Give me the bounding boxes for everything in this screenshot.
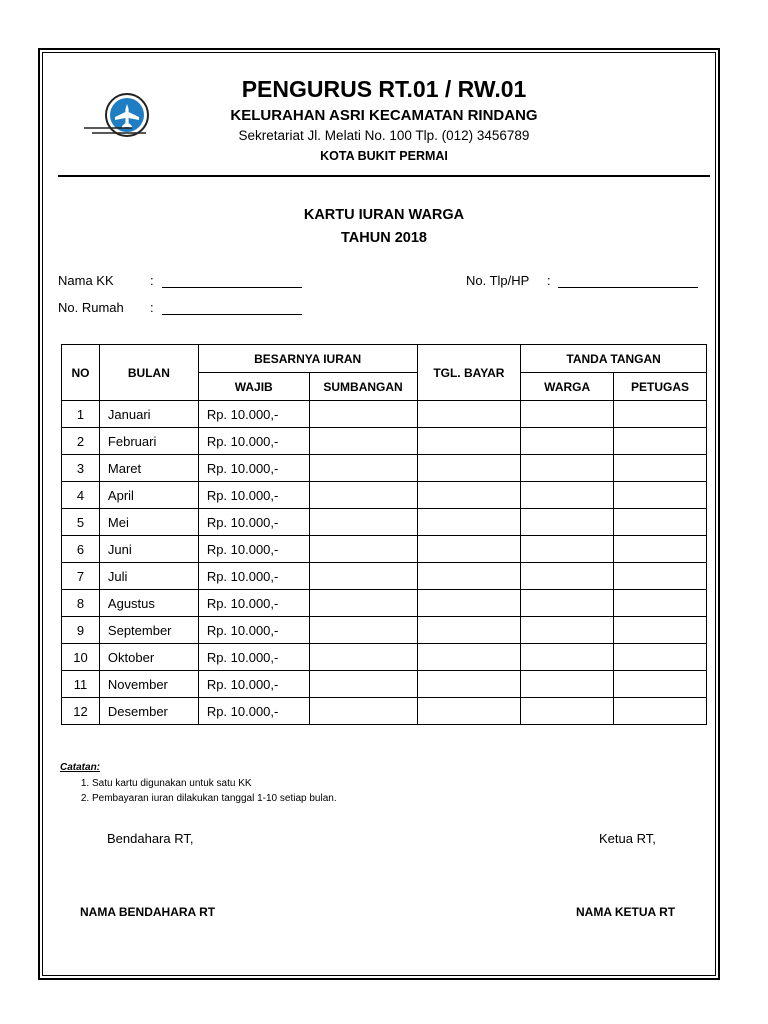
- cell-wajib: Rp. 10.000,-: [198, 536, 309, 563]
- cell-ttd-warga[interactable]: [521, 455, 614, 482]
- no-rumah-field-line[interactable]: [162, 314, 302, 315]
- cell-bulan: Januari: [99, 401, 198, 428]
- cell-ttd-petugas[interactable]: [614, 455, 707, 482]
- cell-no: 7: [62, 563, 100, 590]
- cell-tgl-bayar[interactable]: [417, 644, 521, 671]
- cell-ttd-petugas[interactable]: [614, 590, 707, 617]
- cell-sumbangan[interactable]: [309, 455, 417, 482]
- ketua-name: NAMA KETUA RT: [576, 905, 676, 919]
- nama-kk-colon: :: [150, 273, 154, 288]
- cell-ttd-warga[interactable]: [521, 401, 614, 428]
- nama-kk-label: Nama KK: [58, 273, 114, 288]
- cell-tgl-bayar[interactable]: [417, 401, 521, 428]
- table-row: [62, 590, 707, 617]
- header-wajib: WAJIB: [198, 373, 309, 401]
- cell-bulan: Maret: [99, 455, 198, 482]
- cell-tgl-bayar[interactable]: [417, 563, 521, 590]
- cell-no: 6: [62, 536, 100, 563]
- cell-wajib: Rp. 10.000,-: [198, 563, 309, 590]
- cell-bulan: Oktober: [99, 644, 198, 671]
- cell-no: 1: [62, 401, 100, 428]
- cell-ttd-petugas[interactable]: [614, 671, 707, 698]
- table-row: [62, 428, 707, 455]
- table-row: [62, 563, 707, 590]
- header-bulan: BULAN: [99, 345, 198, 401]
- header-warga: WARGA: [521, 373, 614, 401]
- cell-ttd-petugas[interactable]: [614, 509, 707, 536]
- cell-tgl-bayar[interactable]: [417, 536, 521, 563]
- cell-tgl-bayar[interactable]: [417, 671, 521, 698]
- note-item: 2. Pembayaran iuran dilakukan tanggal 1-10 setiap bulan.: [92, 791, 337, 806]
- cell-ttd-warga[interactable]: [521, 590, 614, 617]
- cell-bulan: April: [99, 482, 198, 509]
- table-row: [62, 401, 707, 428]
- nama-kk-field-line[interactable]: [162, 287, 302, 288]
- cell-ttd-petugas[interactable]: [614, 428, 707, 455]
- header-no: NO: [62, 345, 100, 401]
- cell-ttd-warga[interactable]: [521, 698, 614, 725]
- cell-ttd-warga[interactable]: [521, 617, 614, 644]
- table-row: [62, 671, 707, 698]
- cell-tgl-bayar[interactable]: [417, 590, 521, 617]
- table-row: [62, 698, 707, 725]
- cell-tgl-bayar[interactable]: [417, 698, 521, 725]
- cell-ttd-warga[interactable]: [521, 509, 614, 536]
- cell-sumbangan[interactable]: [309, 563, 417, 590]
- table-row: [62, 509, 707, 536]
- header-tgl-bayar: TGL. BAYAR: [417, 345, 521, 401]
- cell-no: 5: [62, 509, 100, 536]
- cell-ttd-petugas[interactable]: [614, 563, 707, 590]
- cell-bulan: Februari: [99, 428, 198, 455]
- cell-ttd-petugas[interactable]: [614, 617, 707, 644]
- cell-no: 11: [62, 671, 100, 698]
- cell-wajib: Rp. 10.000,-: [198, 455, 309, 482]
- cell-wajib: Rp. 10.000,-: [198, 617, 309, 644]
- cell-ttd-warga[interactable]: [521, 536, 614, 563]
- cell-sumbangan[interactable]: [309, 644, 417, 671]
- ketua-label: Ketua RT,: [599, 831, 656, 846]
- cell-bulan: Agustus: [99, 590, 198, 617]
- cell-tgl-bayar[interactable]: [417, 509, 521, 536]
- cell-sumbangan[interactable]: [309, 671, 417, 698]
- cell-bulan: Mei: [99, 509, 198, 536]
- address-line: Sekretariat Jl. Melati No. 100 Tlp. (012) 3456789: [238, 128, 530, 143]
- cell-tgl-bayar[interactable]: [417, 482, 521, 509]
- note-item: 1. Satu kartu digunakan untuk satu KK: [92, 776, 337, 791]
- cell-wajib: Rp. 10.000,-: [198, 401, 309, 428]
- cell-wajib: Rp. 10.000,-: [198, 428, 309, 455]
- cell-bulan: Desember: [99, 698, 198, 725]
- cell-ttd-warga[interactable]: [521, 563, 614, 590]
- cell-sumbangan[interactable]: [309, 401, 417, 428]
- cell-sumbangan[interactable]: [309, 617, 417, 644]
- table-row: [62, 617, 707, 644]
- cell-sumbangan[interactable]: [309, 482, 417, 509]
- header-besarnya-iuran: BESARNYA IURAN: [198, 345, 417, 373]
- no-rumah-colon: :: [150, 300, 154, 315]
- cell-wajib: Rp. 10.000,-: [198, 671, 309, 698]
- cell-no: 10: [62, 644, 100, 671]
- table-row: [62, 455, 707, 482]
- no-tlp-colon: :: [547, 273, 551, 288]
- doc-year: TAHUN 2018: [341, 230, 427, 246]
- cell-sumbangan[interactable]: [309, 590, 417, 617]
- table-row: [62, 536, 707, 563]
- notes-list: [60, 776, 337, 806]
- table-row: [62, 644, 707, 671]
- cell-wajib: Rp. 10.000,-: [198, 590, 309, 617]
- cell-ttd-petugas[interactable]: [614, 644, 707, 671]
- cell-ttd-warga[interactable]: [521, 671, 614, 698]
- header-tanda-tangan: TANDA TANGAN: [521, 345, 707, 373]
- cell-sumbangan[interactable]: [309, 536, 417, 563]
- header-petugas: PETUGAS: [614, 373, 707, 401]
- cell-sumbangan[interactable]: [309, 509, 417, 536]
- cell-wajib: Rp. 10.000,-: [198, 698, 309, 725]
- bendahara-name: NAMA BENDAHARA RT: [80, 905, 216, 919]
- bendahara-label: Bendahara RT,: [107, 831, 194, 846]
- cell-no: 4: [62, 482, 100, 509]
- cell-wajib: Rp. 10.000,-: [198, 509, 309, 536]
- cell-ttd-petugas[interactable]: [614, 536, 707, 563]
- notes-title: Catatan:: [60, 762, 101, 773]
- kelurahan-line: KELURAHAN ASRI KECAMATAN RINDANG: [230, 107, 538, 124]
- iuran-table: [61, 344, 707, 725]
- notes-section: [60, 762, 337, 806]
- cell-tgl-bayar[interactable]: [417, 428, 521, 455]
- cell-bulan: September: [99, 617, 198, 644]
- cell-ttd-warga[interactable]: [521, 482, 614, 509]
- cell-bulan: Juni: [99, 536, 198, 563]
- cell-wajib: Rp. 10.000,-: [198, 482, 309, 509]
- no-tlp-label: No. Tlp/HP: [466, 273, 530, 288]
- cell-ttd-petugas[interactable]: [614, 401, 707, 428]
- cell-no: 12: [62, 698, 100, 725]
- cell-tgl-bayar[interactable]: [417, 617, 521, 644]
- cell-ttd-warga[interactable]: [521, 428, 614, 455]
- org-title: PENGURUS RT.01 / RW.01: [241, 76, 527, 102]
- no-rumah-label: No. Rumah: [58, 300, 124, 315]
- cell-tgl-bayar[interactable]: [417, 455, 521, 482]
- doc-title: KARTU IURAN WARGA: [303, 207, 465, 223]
- cell-no: 9: [62, 617, 100, 644]
- cell-no: 2: [62, 428, 100, 455]
- cell-bulan: Juli: [99, 563, 198, 590]
- cell-ttd-petugas[interactable]: [614, 698, 707, 725]
- header-divider: [58, 175, 710, 177]
- city-line: KOTA BUKIT PERMAI: [320, 149, 448, 163]
- cell-ttd-warga[interactable]: [521, 644, 614, 671]
- header-sumbangan: SUMBANGAN: [309, 373, 417, 401]
- cell-wajib: Rp. 10.000,-: [198, 644, 309, 671]
- cell-sumbangan[interactable]: [309, 428, 417, 455]
- cell-ttd-petugas[interactable]: [614, 482, 707, 509]
- table-row: [62, 482, 707, 509]
- cell-bulan: November: [99, 671, 198, 698]
- cell-sumbangan[interactable]: [309, 698, 417, 725]
- no-tlp-field-line[interactable]: [558, 287, 698, 288]
- cell-no: 3: [62, 455, 100, 482]
- cell-no: 8: [62, 590, 100, 617]
